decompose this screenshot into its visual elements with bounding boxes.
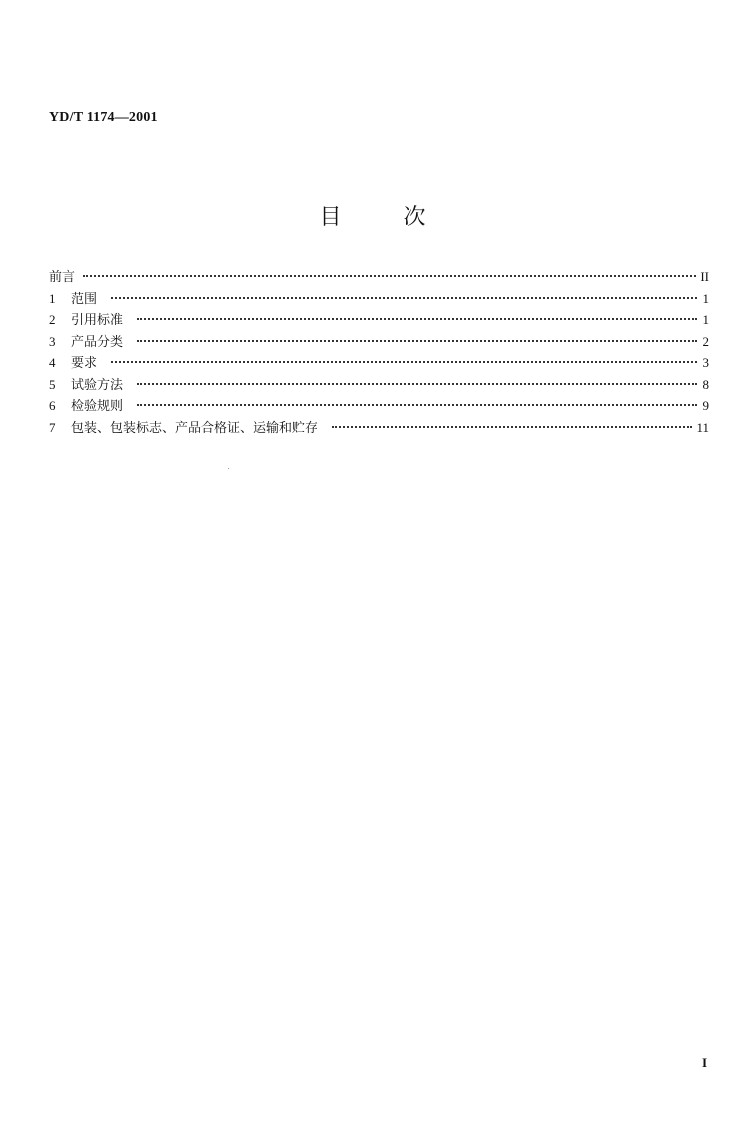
toc-entry-label: 前言 <box>49 270 76 285</box>
toc-entry-label: 试验方法 <box>71 377 124 393</box>
toc-entry-test-methods[interactable] <box>49 374 709 396</box>
dot-leader <box>137 340 697 342</box>
toc-entry-page: 2 <box>702 333 709 349</box>
toc-entry-label: 要求 <box>71 356 98 371</box>
dot-leader <box>137 404 697 406</box>
toc-entry-number: 7 <box>49 419 56 435</box>
page-title <box>0 200 745 231</box>
toc-entry-number: 6 <box>49 398 56 413</box>
toc-entry-inspection-rules[interactable] <box>49 395 709 417</box>
toc-entry-requirements[interactable] <box>49 352 709 374</box>
document-code: YD/T 1174—2001 <box>49 110 158 125</box>
toc-entry-classification[interactable] <box>49 331 709 353</box>
dot-leader <box>111 361 697 363</box>
dot-leader <box>83 275 696 277</box>
toc-entry-page: 8 <box>702 376 709 392</box>
toc-entry-page: 11 <box>696 419 709 435</box>
toc-entry-number: 3 <box>49 333 56 349</box>
toc-entry-page: 1 <box>702 290 709 306</box>
toc-entry-label: 检验规则 <box>71 399 124 414</box>
toc-entry-scope[interactable] <box>49 288 709 310</box>
toc-entry-foreword[interactable] <box>49 266 709 288</box>
toc-entry-packaging-transport-storage[interactable] <box>49 417 709 439</box>
table-of-contents <box>49 266 709 438</box>
toc-entry-page: 3 <box>702 355 709 370</box>
toc-entry-number: 4 <box>49 355 56 370</box>
toc-entry-number: 2 <box>49 312 56 327</box>
title-char-2: 次 <box>403 205 426 230</box>
toc-entry-page: II <box>700 269 709 284</box>
toc-entry-normative-references[interactable] <box>49 309 709 331</box>
dot-leader <box>137 318 697 320</box>
title-char-1: 目 <box>319 205 342 230</box>
toc-entry-label: 引用标准 <box>71 313 124 328</box>
toc-entry-label: 产品分类 <box>71 334 124 350</box>
scan-speck <box>228 468 229 469</box>
toc-entry-number: 5 <box>49 376 56 392</box>
toc-entry-label: 范围 <box>71 291 98 307</box>
toc-entry-label: 包装、包装标志、产品合格证、运输和贮存 <box>71 420 319 436</box>
dot-leader <box>137 383 697 385</box>
toc-entry-page: 1 <box>702 312 709 327</box>
dot-leader <box>332 426 692 428</box>
toc-entry-page: 9 <box>702 398 709 413</box>
dot-leader <box>111 297 697 299</box>
page-number: I <box>701 1055 707 1070</box>
toc-entry-number: 1 <box>49 290 56 306</box>
